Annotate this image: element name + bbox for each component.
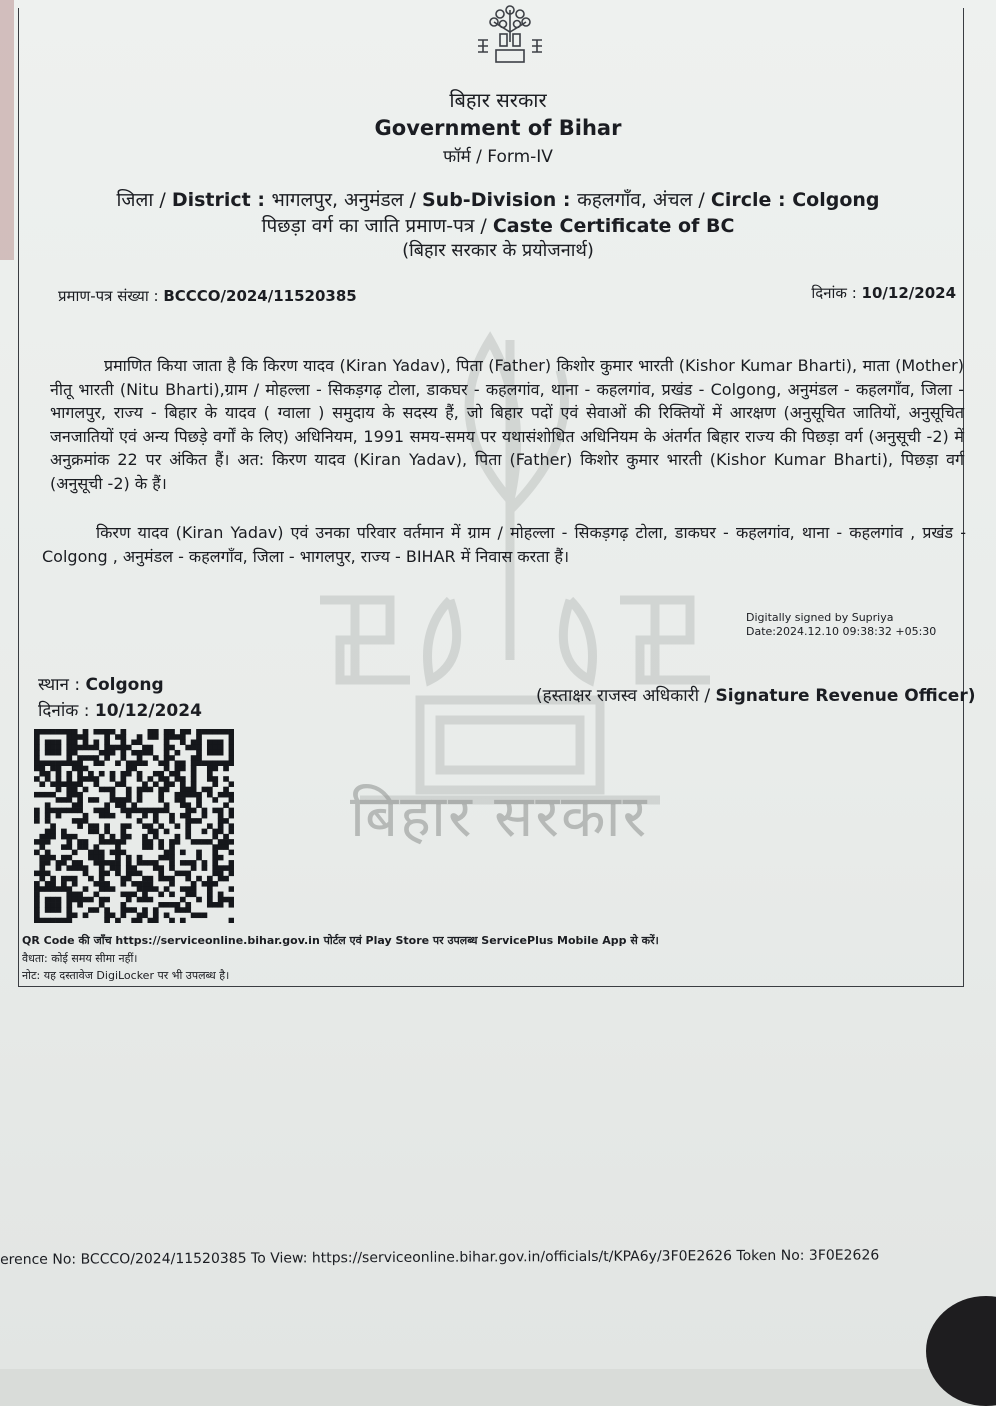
qr-code-icon[interactable] [34,729,234,923]
digital-signature-line-1: Digitally signed by Supriya [746,611,894,624]
certificate-number [58,286,357,306]
district-prefix: जिला / [116,189,172,211]
subdivision-value: कहलगाँव, अंचल / [577,189,711,211]
district-label: District : [171,189,272,211]
signature-label-english: Signature Revenue Officer) [715,686,976,706]
certificate-date-label: दिनांक : [811,284,862,302]
district-value: भागलपुर, अनुमंडल / [271,189,422,211]
place-label: स्थान : [38,675,86,695]
qr-verification-note: QR Code की जाँच https://serviceonline.bihar.gov.in पोर्टल एवं Play Store पर उपलब्ध ServicePlus Mobile App से करें। [22,934,659,947]
place-date [38,698,202,721]
digilocker-note: नोट: यह दस्तावेज DigiLocker पर भी उपलब्ध है। [22,969,230,982]
place-value: Colgong [85,675,164,695]
body-paragraph-2: किरण यादव (Kiran Yadav) एवं उनका परिवार वर्तमान में ग्राम / मोहल्ला - सिकड़गढ़ टोला, डाकघर - कहलगांव, थाना - कहलगांव , प्रखंड - Colgong , अनुमंडल - कहलगाँव, जिला - भागलपुर, राज्य - BIHAR में निवास करता हैं। [42,523,966,566]
digital-signature-line-2: Date:2024.12.10 09:38:32 +05:30 [746,625,937,638]
header-state-hindi: बिहार सरकार [449,88,547,112]
signature-label [536,683,975,706]
bihar-emblem-icon [470,2,550,68]
header-state-english: Government of Bihar [374,116,622,140]
circle-label: Circle : Colgong [710,189,880,211]
signature-label-hindi: (हस्ताक्षर राजस्व अधिकारी / [536,686,716,706]
body-paragraph-1: प्रमाणित किया जाता है कि किरण यादव (Kiran Yadav), पिता (Father) किशोर कुमार भारती (Kishor Kumar Bharti), माता (Mother) नीतू भारती (Nitu Bharti),ग्राम / मोहल्ला - सिकड़गढ़ टोला, डाकघर - कहलगांव, थाना - कहलगांव, प्रखंड - Colgong, अनुमंडल - कहलगाँव, जिला - भागलपुर, राज्य - बिहार के यादव ( ग्वाला ) समुदाय के सदस्य हैं, जो बिहार पदों एवं सेवाओं की रिक्तियों में आरक्षण (अनुसूचित जातियों, अनुसूचित जनजातियों एवं अन्य पिछड़े वर्गों के लिए) अधिनियम, 1991 समय-समय पर यथासंशोधित अधिनियम के अंतर्गत बिहार राज्य की पिछड़ा वर्ग (अनुसूची -2) में अनुक्रमांक 22 पर अंकित हैं। अत: किरण यादव (Kiran Yadav), पिता (Father) किशोर कुमार भारती (Kishor Kumar Bharti), पिछड़ा वर्ग (अनुसूची -2) के हैं। [50,356,964,493]
validity-note: वैधता: कोई समय सीमा नहीं। [22,952,138,965]
header-form: फॉर्म / Form-IV [443,147,553,167]
certificate-title-hindi: पिछड़ा वर्ग का जाति प्रमाण-पत्र / [261,215,493,237]
certificate-date-value: 10/12/2024 [861,284,956,302]
certificate-date [811,283,956,303]
header-district-line [0,186,996,212]
header-purpose: (बिहार सरकार के प्रयोजनार्थ) [402,240,594,261]
place-date-value: 10/12/2024 [94,701,202,721]
watermark-text: बिहार सरकार [350,782,649,850]
certificate-number-label: प्रमाण-पत्र संख्या : [58,287,164,305]
subdivision-label: Sub-Division : [422,189,578,211]
reference-line: erence No: BCCCO/2024/11520385 To View: https://serviceonline.bihar.gov.in/officials/t/KPA6y/3F0E2626 Token No: 3F0E2626 [0,1247,880,1268]
place [38,672,164,695]
place-date-label: दिनांक : [38,701,95,721]
certificate-number-value: BCCCO/2024/11520385 [163,287,357,305]
header-certificate-title [0,212,996,238]
finger-shadow [926,1296,996,1406]
certificate-title-english: Caste Certificate of BC [492,215,735,237]
digital-signature [746,611,936,639]
